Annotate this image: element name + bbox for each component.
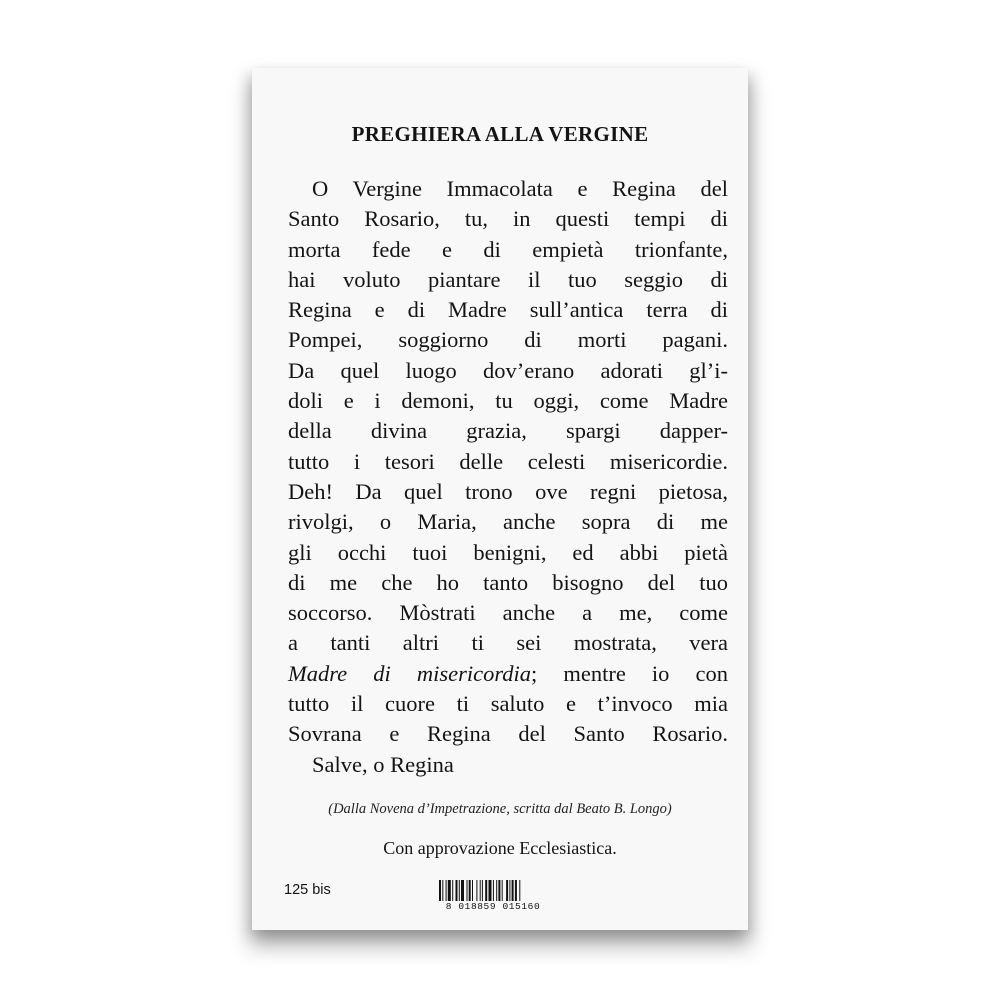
barcode-bar <box>459 880 460 901</box>
barcode-bar <box>448 880 451 901</box>
barcode-bar <box>482 880 483 901</box>
prayer-line: tutto il cuore ti saluto e t’invoco mia <box>288 691 728 717</box>
approval-note: Con approvazione Ecclesiastica. <box>383 838 617 858</box>
barcode-bar <box>489 880 492 901</box>
italic-phrase: Madre di misericordia <box>288 660 531 686</box>
after-italic-text: ; mentre io con <box>531 660 728 686</box>
prayer-line-mixed <box>288 659 728 689</box>
barcode-bar <box>498 880 500 901</box>
barcode-bar <box>467 880 468 901</box>
prayer-line: gli occhi tuoi benigni, ed abbi pietà <box>288 539 728 565</box>
barcode-bar <box>493 880 494 901</box>
prayer-line: della divina grazia, spargi dapper- <box>288 418 728 444</box>
barcode-bar <box>512 880 514 901</box>
barcode-bar <box>506 880 508 901</box>
prayer-line: morta fede e di empietà trionfante, <box>288 236 728 262</box>
barcode-bar <box>502 880 503 901</box>
prayer-line: tutto i tesori delle celesti misericordie. <box>288 448 728 474</box>
barcode-bar <box>439 880 441 901</box>
prayer-line: hai voluto piantare il tuo seggio di <box>288 266 728 292</box>
prayer-line: Regina e di Madre sull’antica terra di <box>288 297 728 323</box>
prayer-line: doli e i demoni, tu oggi, come Madre <box>288 388 728 414</box>
barcode-bar <box>509 880 510 901</box>
prayer-title: PREGHIERA ALLA VERGINE <box>351 122 649 146</box>
product-code: 125 bis <box>284 882 331 898</box>
salve-line: Salve, o Regina <box>312 751 454 777</box>
prayer-card <box>252 68 748 930</box>
barcode-bar <box>442 880 443 901</box>
prayer-line: rivolgi, o Maria, anche sopra di me <box>288 509 728 535</box>
barcode-bar <box>476 880 477 901</box>
prayer-line: O Vergine Immacolata e Regina del <box>312 176 728 201</box>
barcode-bar <box>496 880 497 901</box>
prayer-line: di me che ho tanto bisogno del tuo <box>288 569 728 595</box>
prayer-line: Santo Rosario, tu, in questi tempi di <box>288 206 728 232</box>
barcode-bar <box>452 880 453 901</box>
barcode-bar <box>472 880 473 901</box>
barcode-bars <box>438 880 548 901</box>
prayer-line: a tanti altri ti sei mostrata, vera <box>288 630 728 656</box>
prayer-line: Deh! Da quel trono ove regni pietosa, <box>288 478 728 504</box>
barcode-bar <box>456 880 458 901</box>
prayer-line: Sovrana e Regina del Santo Rosario. <box>288 721 728 747</box>
barcode-bar <box>461 880 464 901</box>
barcode-bar <box>480 880 481 901</box>
barcode-number: 8 018859 015160 <box>445 901 541 912</box>
source-note: (Dalla Novena d’Impetrazione, scritta dal Beato B. Longo) <box>328 801 672 817</box>
prayer-body <box>288 174 728 780</box>
barcode <box>438 880 548 912</box>
barcode-bar <box>469 880 471 901</box>
barcode-bar <box>519 880 520 901</box>
prayer-line: soccorso. Mòstrati anche a me, come <box>288 600 728 626</box>
barcode-bar <box>485 880 487 901</box>
barcode-bar <box>446 880 447 901</box>
barcode-bar <box>515 880 517 901</box>
prayer-line: Pompei, soggiorno di morti pagani. <box>288 327 728 353</box>
prayer-line: Da quel luogo dov’erano adorati gl’i- <box>288 357 728 383</box>
